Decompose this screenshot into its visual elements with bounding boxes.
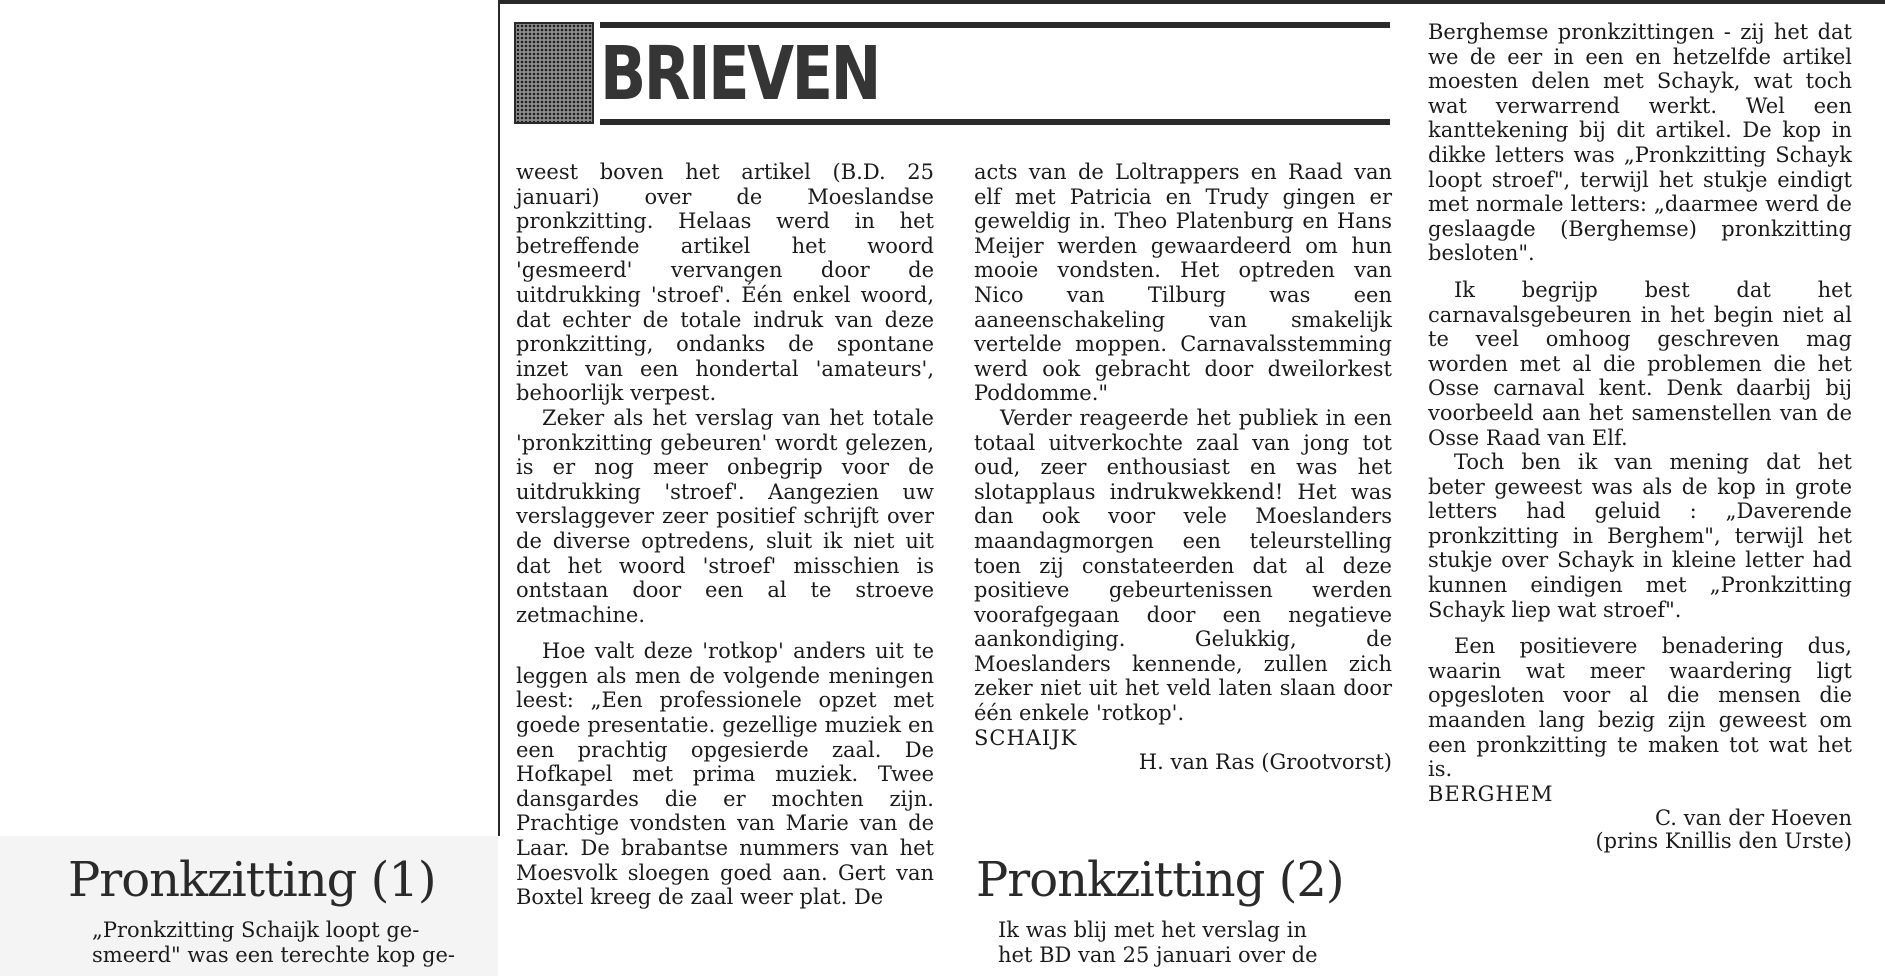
paragraph: Een positievere benadering dus, waarin wat meer waardering ligt opgesloten voor al die mensen die maanden lang bezig zijn geweest om een pronkzitting te maken tot wat het is. [1428,634,1852,782]
section-title: BRIEVEN [600,31,879,117]
top-rule [498,0,1885,4]
letter-signature: H. van Ras (Grootvorst) [1138,750,1392,775]
letter-2-column [1428,20,1852,854]
letter-place: SCHAIJK [974,725,1078,750]
masthead-rule-bottom [600,119,1390,125]
paragraph: acts van de Loltrappers en Raad van elf met Patricia en Trudy gingen er geweldig in. Theo Platenburg en Hans Meijer werden gewaardeerd om hun mooie vondsten. Het optreden van Nico van Tilburg was een aaneenschakeling van smakelijk vertelde moppen. Carnavalsstemming werd ook gebracht door dweilorkest Poddomme." [974,160,1392,406]
intro-line: het BD van 25 januari over de [998,942,1318,967]
paragraph: Ik begrijp best dat het carnavalsgebeuren in het begin niet al te veel omhoog geschreven mag worden met al die problemen die het Osse carnaval kent. Denk daarbij bij voorbeeld aan het samenstellen van de Osse Raad van Elf. [1428,277,1852,450]
paragraph: Toch ben ik van mening dat het beter geweest was als de kop in grote letters had geluid : „Daverende pronkzitting in Berghem", terwijl het stukje over Schayk in kleine letter had kunnen eindigen met „Pronkzitting Schayk liep wat stroef". [1428,450,1852,622]
paragraph: Verder reageerde het publiek in een totaal uitverkochte zaal van jong tot oud, zeer enthousiast en was het slotapplaus indrukwekkend! Het was dan ook voor vele Moeslanders maandagmorgen een teleurstelling toen zij constateerden dat al deze positieve gebeurtenissen werden voorafgegaan door een negatieve aankondiging. Gelukkig, de Moeslanders kennende, zullen zich zeker niet uit het veld laten slaan door één enkele 'rotkop'. [974,405,1392,726]
paragraph: Hoe valt deze 'rotkop' anders uit te leggen als men de volgende meningen leest: „Een professionele opzet met goede presentatie. gezellige muziek en een prachtig opgesierde zaal. De Hofkapel met prima muziek. Twee dansgardes die er mochten zijn. Prachtige vondsten van Marie van de Laar. De brabantse nummers van het Moesvolk sloegen goed aan. Gert van Boxtel kreeg de zaal weer plat. De [516,639,934,910]
intro-line: „Pronkzitting Schaijk loopt ge- [92,918,420,942]
letter-signature-title: (prins Knillis den Urste) [1595,829,1852,853]
paragraph: Zeker als het verslag van het totale 'pronkzitting gebeuren' wordt gelezen, is er nog meer onbegrip voor de uitdrukking 'stroef'. Aangezien uw verslaggever zeer positief schrijft over de diverse optredens, sluit ik niet uit dat het woord 'stroef' misschien is ontstaan door een al te stroeve zetmachine. [516,405,934,627]
letter-signature-name: C. van der Hoeven [1654,806,1852,831]
letter-place: BERGHEM [1428,781,1554,806]
paragraph: weest boven het artikel (B.D. 25 januari) over de Moeslandse pronkzitting. Helaas werd in het betreffende artikel het woord 'gesmeerd' vervangen door de uitdrukking 'stroef'. Één enkel woord, dat echter de totale indruk van deze pronkzitting, ondanks de spontane inzet van een hondertal 'amateurs', behoorlijk verpest. [516,160,934,406]
letter-1-column-b [974,160,1392,775]
letter-1-column-a [516,160,934,910]
intro-line: smeerd" was een terechte kop ge- [92,942,455,967]
masthead-rule-top [600,22,1390,28]
article-intro-2 [998,918,1392,967]
article-intro-1 [92,918,484,967]
paragraph: Berghemse pronkzittingen - zij het dat we de eer in een en hetzelfde artikel moesten delen met Schayk, wat toch wat verwarrend werkt. Wel een kanttekening bij dit artikel. De kop in dikke letters was „Pronkzitting Schayk loopt stroef", terwijl het stukje eindigt met normale letters: „daarmee werd de geslaagde (Berghemse) pronkzitting besloten". [1428,20,1852,266]
column-frame-rule [498,0,500,836]
section-banner-box [514,22,594,124]
article-heading-2: Pronkzitting (2) [976,852,1344,908]
intro-line: Ik was blij met het verslag in [998,918,1307,942]
article-heading-1: Pronkzitting (1) [68,852,436,908]
